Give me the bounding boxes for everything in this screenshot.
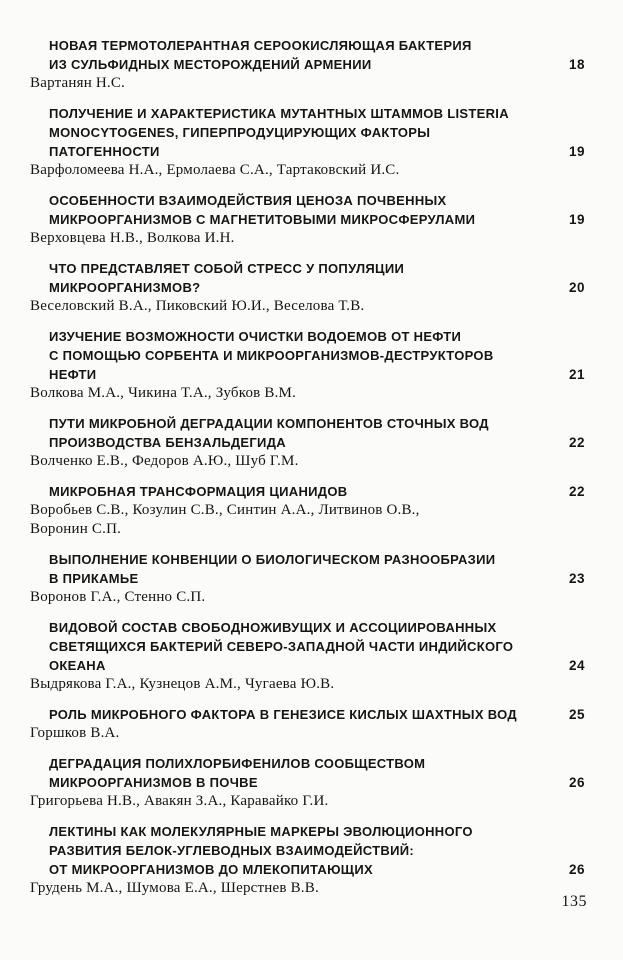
toc-entry [30,822,585,898]
entry-title-block [30,754,585,792]
entry-title-line [49,142,585,161]
entry-page-number: 24 [568,658,585,673]
entry-title-text: МИКРООРГАНИЗМОВ С МАГНЕТИТОВЫМИ МИКРОСФЕРУЛАМИ [49,212,476,227]
entry-page-number: 19 [568,144,585,159]
toc-entry [30,550,585,607]
entry-title-line [49,773,585,792]
entry-title-line [49,822,585,841]
entry-authors-block [30,792,585,811]
entry-title-line [49,569,585,588]
entry-authors-block [30,297,585,316]
entry-title-text: ВИДОВОЙ СОСТАВ СВОБОДНОЖИВУЩИХ И АССОЦИИРОВАННЫХ [49,620,497,635]
entry-authors-line: Вартанян Н.С. [30,75,126,91]
entry-title-line [49,754,585,773]
entry-authors-line: Веселовский В.А., Пиковский Ю.И., Веселова Т.В. [30,298,365,314]
entry-title-text: ОСОБЕННОСТИ ВЗАИМОДЕЙСТВИЯ ЦЕНОЗА ПОЧВЕННЫХ [49,193,447,208]
entry-title-block [30,327,585,384]
entry-title-block [30,259,585,297]
entry-title-line [49,433,585,452]
entry-title-text: С ПОМОЩЬЮ СОРБЕНТА И МИКРООРГАНИЗМОВ-ДЕСТРУКТОРОВ [49,348,494,363]
entry-title-text: ДЕГРАДАЦИЯ ПОЛИХЛОРБИФЕНИЛОВ СООБЩЕСТВОМ [49,756,426,771]
entry-title-text: МИКРООРГАНИЗМОВ В ПОЧВЕ [49,775,258,790]
entry-title-line [49,191,585,210]
entry-authors-line: Грудень М.А., Шумова Е.А., Шерстнев В.В. [30,880,319,896]
entry-page-number: 26 [568,775,585,790]
entry-page-number: 21 [568,367,585,382]
entry-title-text: МИКРООРГАНИЗМОВ? [49,280,201,295]
entry-title-text: МИКРОБНАЯ ТРАНСФОРМАЦИЯ ЦИАНИДОВ [49,484,348,499]
entry-title-line [49,259,585,278]
entry-title-line [49,705,585,724]
entry-page-number: 25 [568,707,585,722]
toc-entry [30,705,585,743]
entry-title-text: ПУТИ МИКРОБНОЙ ДЕГРАДАЦИИ КОМПОНЕНТОВ СТОЧНЫХ ВОД [49,416,489,431]
entry-authors-line: Воронин С.П. [30,521,122,537]
entry-title-text: ПАТОГЕННОСТИ [49,144,160,159]
entry-title-block [30,414,585,452]
entry-title-text: ВЫПОЛНЕНИЕ КОНВЕНЦИИ О БИОЛОГИЧЕСКОМ РАЗНООБРАЗИИ [49,552,496,567]
entry-title-text: НОВАЯ ТЕРМОТОЛЕРАНТНАЯ СЕРООКИСЛЯЮЩАЯ БАКТЕРИЯ [49,38,472,53]
entry-authors-block [30,501,585,539]
entry-title-line [49,414,585,433]
entry-title-block [30,822,585,879]
entry-authors-line: Волченко Е.В., Федоров А.Ю., Шуб Г.М. [30,453,299,469]
entry-title-line [49,550,585,569]
toc-entry [30,482,585,539]
folio-page-number: 135 [561,893,587,910]
entry-title-line [49,860,585,879]
entry-authors-line: Верховцева Н.В., Волкова И.Н. [30,230,235,246]
entry-authors-block [30,229,585,248]
entry-title-line [49,104,585,123]
entry-title-line [49,55,585,74]
entry-authors-block [30,588,585,607]
entry-title-line [49,278,585,297]
entry-title-text: НЕФТИ [49,367,97,382]
entry-title-line [49,123,585,142]
toc-entry [30,414,585,471]
entry-title-line [49,365,585,384]
entry-authors-block [30,879,585,898]
entry-title-block [30,705,585,724]
entry-authors-line: Выдрякова Г.А., Кузнецов А.М., Чугаева Ю.В. [30,676,335,692]
entry-title-text: ЧТО ПРЕДСТАВЛЯЕТ СОБОЙ СТРЕСС У ПОПУЛЯЦИИ [49,261,405,276]
toc-entry [30,327,585,403]
entry-title-line [49,36,585,55]
entry-title-text: В ПРИКАМЬЕ [49,571,139,586]
entry-authors-block [30,675,585,694]
entry-authors-line: Варфоломеева Н.А., Ермолаева С.А., Тартаковский И.С. [30,162,400,178]
entry-page-number: 23 [568,571,585,586]
entry-title-line [49,327,585,346]
entry-authors-line: Волкова М.А., Чикина Т.А., Зубков В.М. [30,385,297,401]
toc-entry [30,191,585,248]
entry-authors-line: Горшков В.А. [30,725,120,741]
toc-entry [30,104,585,180]
toc-entry [30,259,585,316]
entry-authors-line: Григорьева Н.В., Авакян З.А., Каравайко Г.И. [30,793,329,809]
entry-page-number: 20 [568,280,585,295]
entry-title-line [49,618,585,637]
entry-authors-block [30,384,585,403]
entry-title-text: РОЛЬ МИКРОБНОГО ФАКТОРА В ГЕНЕЗИСЕ КИСЛЫХ ШАХТНЫХ ВОД [49,707,517,722]
entry-page-number: 22 [568,435,585,450]
entry-title-block [30,104,585,161]
entry-title-block [30,618,585,675]
toc-entry [30,618,585,694]
entry-title-line [49,637,585,656]
entry-page-number: 18 [568,57,585,72]
entry-title-text: ОКЕАНА [49,658,106,673]
entry-title-block [30,36,585,74]
toc-entry [30,754,585,811]
entry-title-line [49,210,585,229]
entry-authors-line: Воробьев С.В., Козулин С.В., Синтин А.А., Литвинов О.В., [30,502,420,518]
entry-page-number: 26 [568,862,585,877]
entry-title-block [30,482,585,501]
entry-authors-block [30,452,585,471]
entry-title-text: ИЗ СУЛЬФИДНЫХ МЕСТОРОЖДЕНИЙ АРМЕНИИ [49,57,372,72]
entry-authors-block [30,724,585,743]
entry-title-text: MONOCYTOGENES, ГИПЕРПРОДУЦИРУЮЩИХ ФАКТОРЫ [49,125,431,140]
entry-title-text: ИЗУЧЕНИЕ ВОЗМОЖНОСТИ ОЧИСТКИ ВОДОЕМОВ ОТ НЕФТИ [49,329,462,344]
toc-entry [30,36,585,93]
entry-title-block [30,550,585,588]
entry-page-number: 19 [568,212,585,227]
entry-title-line [49,346,585,365]
entry-title-text: СВЕТЯЩИХСЯ БАКТЕРИЙ СЕВЕРО-ЗАПАДНОЙ ЧАСТИ ИНДИЙСКОГО [49,639,514,654]
entry-authors-line: Воронов Г.А., Стенно С.П. [30,589,206,605]
entry-title-line [49,841,585,860]
entry-authors-block [30,161,585,180]
entry-title-block [30,191,585,229]
entry-title-text: РАЗВИТИЯ БЕЛОК-УГЛЕВОДНЫХ ВЗАИМОДЕЙСТВИЙ: [49,843,414,858]
entry-title-text: ПОЛУЧЕНИЕ И ХАРАКТЕРИСТИКА МУТАНТНЫХ ШТАММОВ LISTERIA [49,106,509,121]
entry-title-text: ПРОИЗВОДСТВА БЕНЗАЛЬДЕГИДА [49,435,286,450]
entry-authors-block [30,74,585,93]
entry-title-line [49,656,585,675]
entry-title-text: ЛЕКТИНЫ КАК МОЛЕКУЛЯРНЫЕ МАРКЕРЫ ЭВОЛЮЦИОННОГО [49,824,473,839]
entry-title-line [49,482,585,501]
entry-title-text: ОТ МИКРООРГАНИЗМОВ ДО МЛЕКОПИТАЮЩИХ [49,862,373,877]
entry-page-number: 22 [568,484,585,499]
toc-list [30,36,585,898]
